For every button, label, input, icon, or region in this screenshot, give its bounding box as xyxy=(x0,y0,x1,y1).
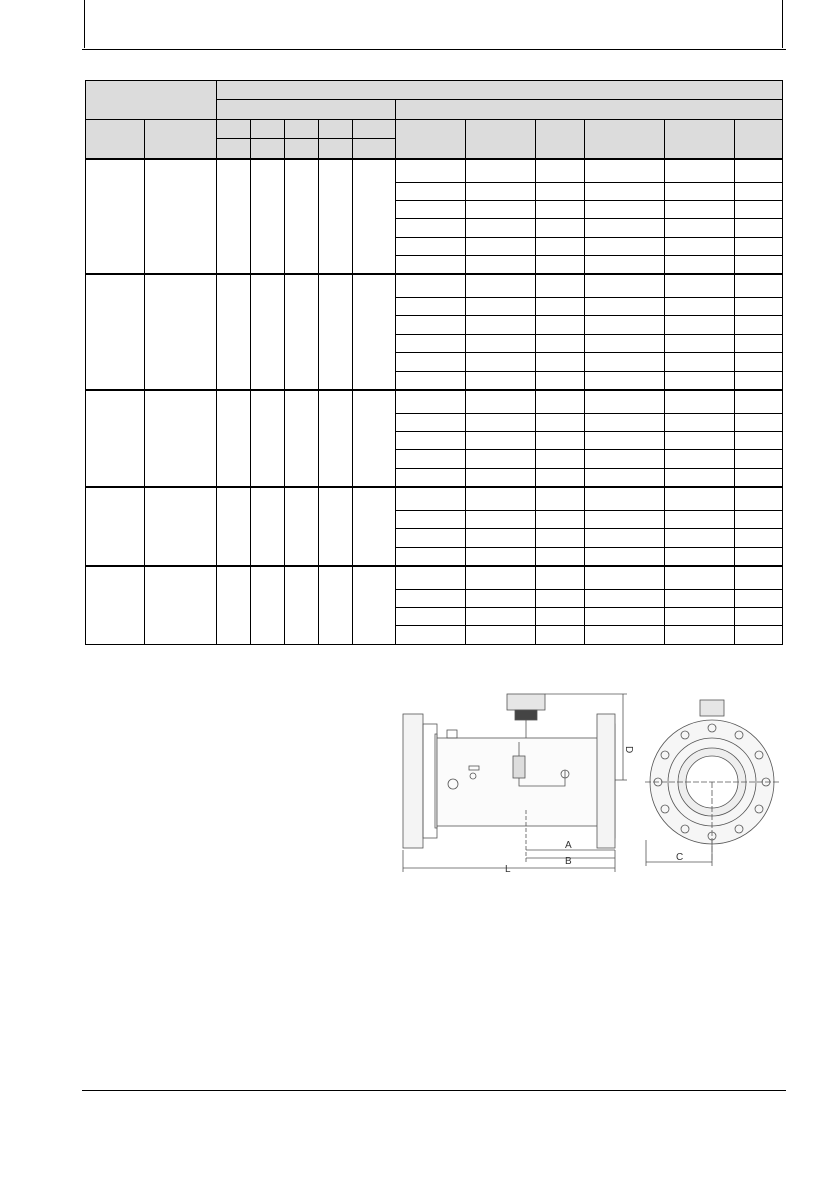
table-cell xyxy=(86,159,145,275)
table-cell xyxy=(319,159,353,275)
table-cell xyxy=(319,487,353,566)
column-header xyxy=(353,119,396,138)
column-header xyxy=(217,119,251,138)
table-cell xyxy=(319,274,353,390)
dimension-label-l: L xyxy=(505,864,511,875)
table-cell xyxy=(353,566,396,645)
meter-dimension-drawing xyxy=(395,690,795,880)
table-cell xyxy=(86,274,145,390)
table-cell xyxy=(319,390,353,487)
right-flange xyxy=(597,714,615,848)
table-cell xyxy=(353,159,396,275)
table-cell xyxy=(145,159,217,275)
table-cell xyxy=(86,390,145,487)
table-row xyxy=(86,487,783,510)
column-header xyxy=(319,119,353,138)
table-row xyxy=(86,390,783,413)
table-cell xyxy=(217,487,251,566)
technical-drawing-svg xyxy=(395,690,795,880)
table-group-header xyxy=(217,81,783,100)
column-header xyxy=(396,119,466,158)
column-header xyxy=(285,119,319,138)
sensor-block xyxy=(513,756,525,778)
table-row xyxy=(86,274,783,297)
table-cell xyxy=(217,566,251,645)
footer-rule xyxy=(82,1090,786,1091)
table-cell xyxy=(145,390,217,487)
table-row xyxy=(86,159,783,182)
column-subheader xyxy=(353,139,396,159)
column-header xyxy=(665,119,735,158)
column-subheader xyxy=(251,139,285,159)
header-rule xyxy=(82,49,786,50)
index-head xyxy=(507,694,545,710)
table-cell xyxy=(86,566,145,645)
column-header xyxy=(86,119,145,158)
table-cell xyxy=(217,390,251,487)
crop-mark-right xyxy=(782,0,783,48)
table-cell xyxy=(217,159,251,275)
table-subgroup-header-right xyxy=(396,100,783,119)
dimension-label-b: B xyxy=(565,856,572,867)
table-cell xyxy=(285,159,319,275)
left-flange xyxy=(403,714,423,848)
table-cell xyxy=(285,487,319,566)
table-cell xyxy=(145,274,217,390)
table-cell xyxy=(353,487,396,566)
column-subheader xyxy=(319,139,353,159)
dimension-label-d: D xyxy=(623,746,634,754)
table-cell xyxy=(86,487,145,566)
column-header xyxy=(145,119,217,158)
table-cell xyxy=(285,390,319,487)
index-head-base xyxy=(515,710,537,720)
dimension-label-a: A xyxy=(565,840,572,851)
table-cell xyxy=(217,274,251,390)
table-subgroup-header-left xyxy=(217,100,396,119)
dimension-label-c: C xyxy=(676,852,684,863)
table-cell xyxy=(251,390,285,487)
table-row xyxy=(86,566,783,589)
table-corner-header xyxy=(86,81,217,120)
table-cell xyxy=(353,274,396,390)
table-cell xyxy=(285,566,319,645)
table-cell xyxy=(353,390,396,487)
column-header xyxy=(735,119,783,158)
table-cell xyxy=(285,274,319,390)
table-cell xyxy=(251,159,285,275)
column-header xyxy=(251,119,285,138)
table-cell xyxy=(319,566,353,645)
table-cell xyxy=(251,566,285,645)
column-subheader xyxy=(285,139,319,159)
specification-table xyxy=(85,80,783,645)
top-fitting xyxy=(447,730,457,738)
column-header xyxy=(466,119,536,158)
column-header xyxy=(536,119,585,158)
table-cell xyxy=(145,487,217,566)
table-cell xyxy=(145,566,217,645)
table-cell xyxy=(251,487,285,566)
crop-mark-left xyxy=(84,0,85,48)
front-index-head xyxy=(700,700,724,716)
column-subheader xyxy=(217,139,251,159)
table-cell xyxy=(251,274,285,390)
column-header xyxy=(585,119,665,158)
